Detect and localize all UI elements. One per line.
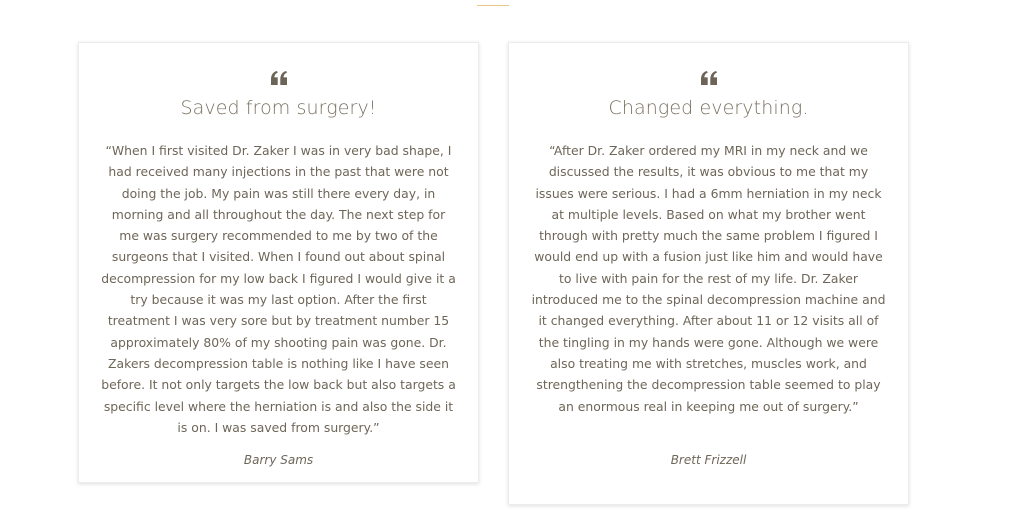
testimonial-author: Barry Sams [243, 453, 314, 468]
section-divider [477, 5, 509, 6]
testimonial-text: “When I first visited Dr. Zaker I was in very bad shape, I had received many injections in the past that were not doing the job. My pain was still there every day, in morning and all throughout the day. The next step for me was surgery recommended to me by two of the surgeons that I visited. When I found out about spinal decompression for my low back I figured I would give it a try because it was my last option. After the first treatment I was very sore but by treatment number 15 approximately 80% of my shooting pain was gone. Dr. Zakers decompression table is nothing like I have seen before. It not only targets the low back but also targets a specific level where the herniation is and also the side it is on. I was saved from surgery.” [101, 143, 456, 435]
testimonial-author: Brett Frizzell [670, 452, 747, 467]
testimonial-title: Saved from surgery! [180, 97, 377, 119]
testimonial-card [78, 42, 479, 483]
testimonial-text: “After Dr. Zaker ordered my MRI in my neck and we discussed the results, it was obvious to me that my issues were serious. I had a 6mm herniation in my neck at multiple levels. Based on what my brother went through with pretty much the same problem I figured I would end up with a fusion just like him and would have to live with pain for the rest of my life. Dr. Zaker introduced me to the spinal decompression machine and it changed everything. After about 11 or 12 visits all of the tingling in my hands were gone. Although we were also treating me with stretches, muscles work, and strengthening the decompression table seemed to play an enormous real in keeping me out of surgery.” [531, 143, 886, 414]
testimonial-title: Changed everything. [608, 97, 809, 119]
quote-icon [701, 71, 717, 85]
testimonial-card [508, 42, 909, 505]
quote-icon [271, 71, 287, 85]
